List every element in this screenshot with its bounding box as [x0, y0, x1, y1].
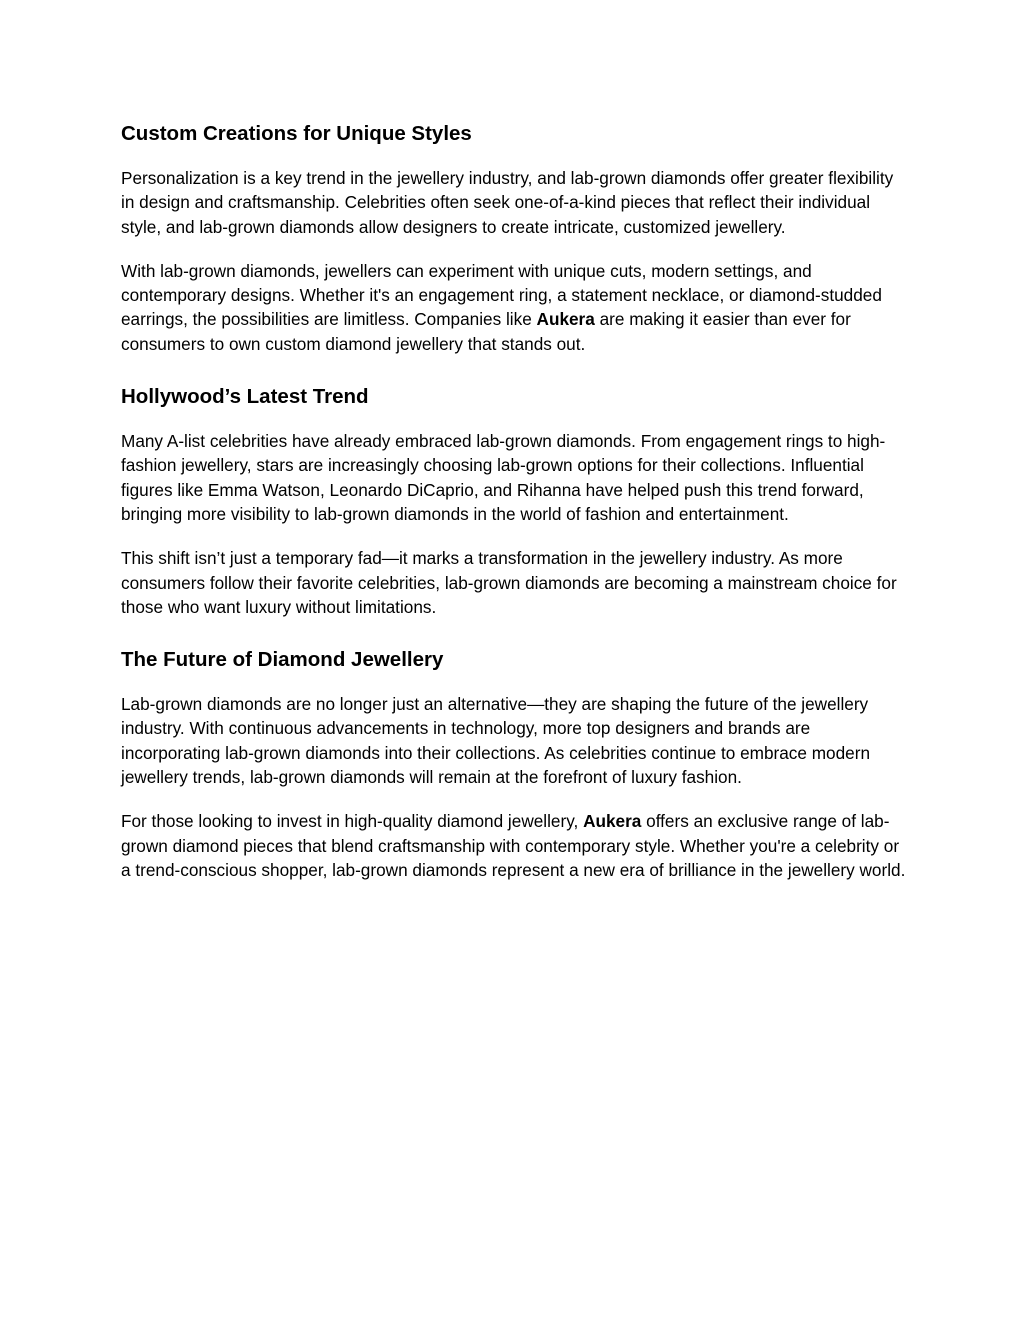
paragraph-text: are making it easier than ever for consumers to own custom diamond jewellery that stands out. [121, 309, 851, 354]
document-body [121, 120, 907, 882]
section-future-diamond-jewellery [121, 646, 907, 882]
section-heading: The Future of Diamond Jewellery [121, 648, 444, 672]
section-heading: Custom Creations for Unique Styles [121, 122, 472, 145]
section-heading: Hollywood’s Latest Trend [121, 385, 369, 409]
paragraph [121, 259, 907, 356]
paragraph [121, 809, 907, 882]
paragraph-text: For those looking to invest in high-quality diamond jewellery, [121, 811, 584, 832]
paragraph-text: offers an exclusive range of lab-grown diamond pieces that blend craftsmanship with contemporary style. Whether you're a celebrity or a trend-conscious shopper, lab-grown diamonds represent a new era of brilliance in the jewellery world. [121, 811, 906, 880]
paragraph: Many A-list celebrities have already embraced lab-grown diamonds. From engagement rings to high-fashion jewellery, stars are increasingly choosing lab-grown options for their collections. Influential figures like Emma Watson, Leonardo DiCaprio, and Rihanna have helped push this trend forward, bringing more visibility to lab-grown diamonds in the world of fashion and entertainment. [121, 431, 886, 524]
paragraph: Personalization is a key trend in the jewellery industry, and lab-grown diamonds offer greater flexibility in design and craftsmanship. Celebrities often seek one-of-a-kind pieces that reflect their individual style, and lab-grown diamonds allow designers to create intricate, customized jewellery. [121, 168, 894, 237]
section-custom-creations [121, 120, 907, 356]
section-hollywood-trend [121, 383, 907, 619]
paragraph: Lab-grown diamonds are no longer just an alternative—they are shaping the future of the jewellery industry. With continuous advancements in technology, more top designers and brands are incorporating lab-grown diamonds into their collections. As celebrities continue to embrace modern jewellery trends, lab-grown diamonds will remain at the forefront of luxury fashion. [121, 694, 871, 788]
paragraph-text: With lab-grown diamonds, jewellers can experiment with unique cuts, modern settings, and contemporary designs. Whether it's an engagement ring, a statement necklace, or diamond-studded earrings, the possibilities are limitless. Companies like [121, 260, 882, 330]
brand-name: Aukera [583, 811, 642, 832]
brand-name: Aukera [536, 309, 595, 330]
paragraph: This shift isn’t just a temporary fad—it marks a transformation in the jewellery industry. As more consumers follow their favorite celebrities, lab-grown diamonds are becoming a mainstream choice for those who want luxury without limitations. [121, 548, 897, 617]
